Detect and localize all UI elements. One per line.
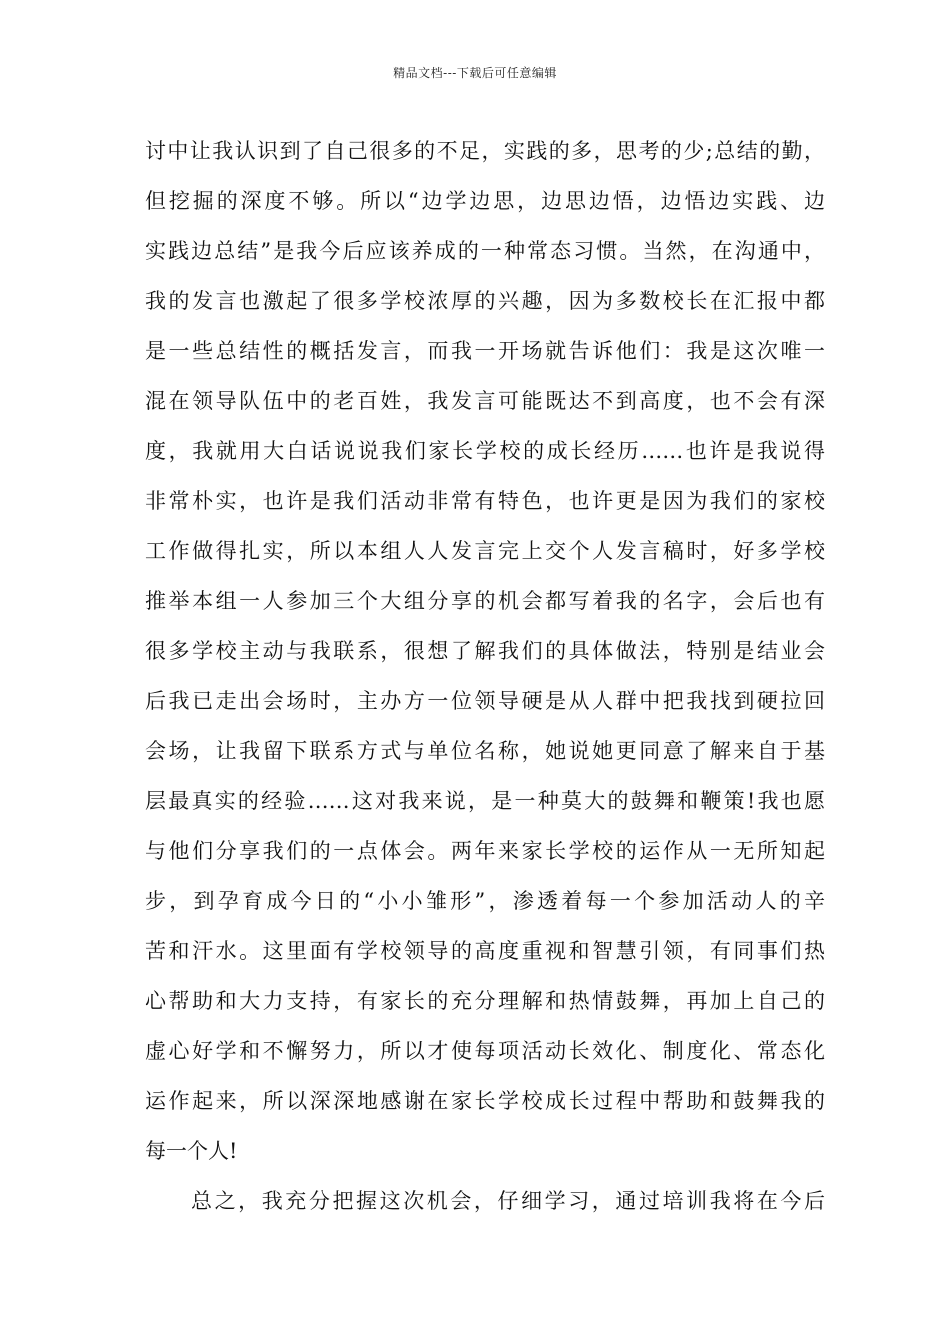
text-line: 会场，让我留下联系方式与单位名称，她说她更同意了解来自于基 xyxy=(145,739,825,763)
paragraph-1 xyxy=(145,126,825,1176)
text-line: 后我已走出会场时，主办方一位领导硬是从人群中把我找到硬拉回 xyxy=(145,689,825,713)
text-line: 每一个人! xyxy=(145,1139,238,1163)
document-body xyxy=(145,126,825,1226)
text-line: 推举本组一人参加三个大组分享的机会都写着我的名字，会后也有 xyxy=(145,589,825,613)
paragraph-2 xyxy=(145,1176,825,1226)
text-line: 非常朴实，也许是我们活动非常有特色，也许更是因为我们的家校 xyxy=(145,489,825,513)
text-line: 实践边总结”是我今后应该养成的一种常态习惯。当然，在沟通中， xyxy=(145,239,825,263)
text-line: 我的发言也激起了很多学校浓厚的兴趣，因为多数校长在汇报中都 xyxy=(145,289,825,313)
text-line: 层最真实的经验……这对我来说，是一种莫大的鼓舞和鞭策!我也愿 xyxy=(145,789,825,813)
text-line: 度，我就用大白话说说我们家长学校的成长经历……也许是我说得 xyxy=(145,439,825,463)
text-line: 很多学校主动与我联系，很想了解我们的具体做法，特别是结业会 xyxy=(145,639,825,663)
text-line: 是一些总结性的概括发言，而我一开场就告诉他们：我是这次唯一 xyxy=(145,339,825,363)
text-line: 虚心好学和不懈努力，所以才使每项活动长效化、制度化、常态化 xyxy=(145,1039,825,1063)
text-line: 运作起来，所以深深地感谢在家长学校成长过程中帮助和鼓舞我的 xyxy=(145,1089,825,1113)
text-line: 与他们分享我们的一点体会。两年来家长学校的运作从一无所知起 xyxy=(145,839,825,863)
text-line: 步，到孕育成今日的“小小雏形”，渗透着每一个参加活动人的辛 xyxy=(145,889,825,913)
text-line: 苦和汗水。这里面有学校领导的高度重视和智慧引领，有同事们热 xyxy=(145,939,825,963)
text-line: 总之，我充分把握这次机会，仔细学习，通过培训我将在今后 xyxy=(191,1189,825,1213)
text-line: 讨中让我认识到了自己很多的不足，实践的多，思考的少;总结的勤， xyxy=(145,139,825,163)
text-line: 但挖掘的深度不够。所以“边学边思，边思边悟，边悟边实践、边 xyxy=(145,189,825,213)
text-line: 混在领导队伍中的老百姓，我发言可能既达不到高度，也不会有深 xyxy=(145,389,825,413)
text-line: 工作做得扎实，所以本组人人发言完上交个人发言稿时，好多学校 xyxy=(145,539,825,563)
page-header: 精品文档---下载后可任意编辑 xyxy=(393,66,557,80)
text-line: 心帮助和大力支持，有家长的充分理解和热情鼓舞，再加上自己的 xyxy=(145,989,825,1013)
